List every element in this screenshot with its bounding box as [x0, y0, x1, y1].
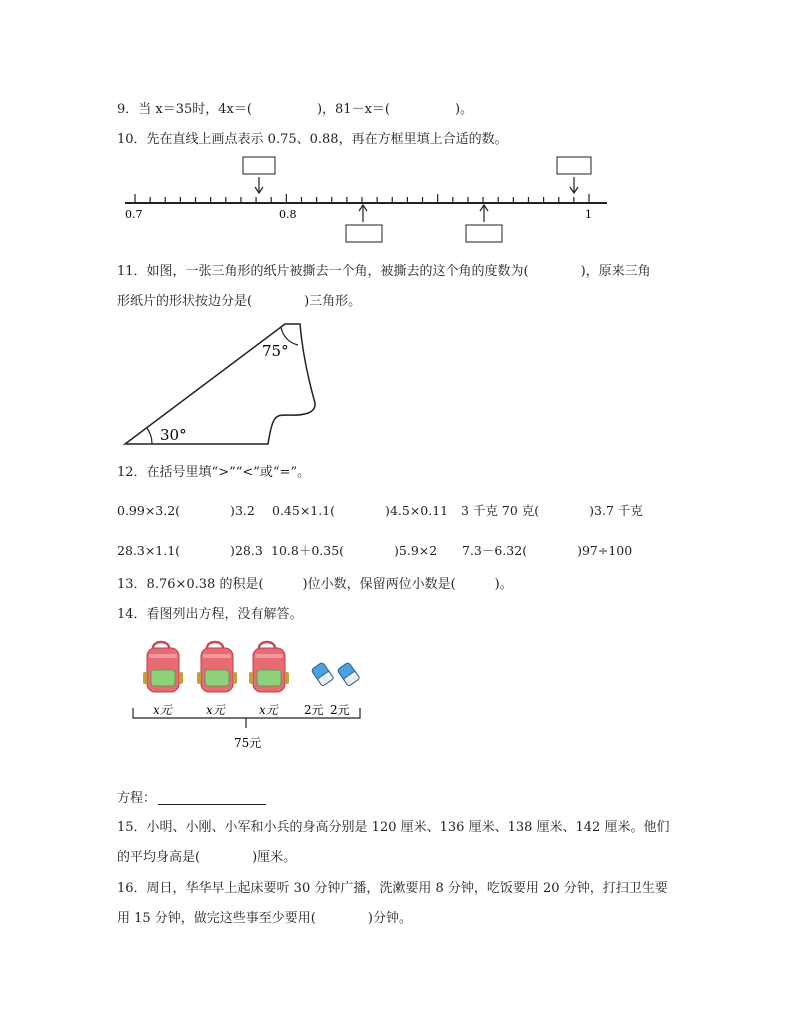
- q12-item-1: 0.99×3.2( )3.2: [117, 503, 255, 518]
- answer-box-top-right: [557, 157, 591, 174]
- question-16-line-1: 16．周日，华华早上起床要听 30 分钟广播，洗漱要用 8 分钟，吃饭要用 20 分钟，打扫卫生要: [117, 881, 668, 896]
- question-11-line-1: 11．如图，一张三角形的纸片被撕去一个角，被撕去的这个角的度数为( )，原来三角: [117, 264, 651, 279]
- question-10: 10．先在直线上画点表示 0.75、0.88，再在方框里填上合适的数。: [117, 132, 508, 147]
- backpack-icon-1: [143, 642, 183, 692]
- backpack-figure: [125, 636, 370, 756]
- label-eraser-1: 2元: [304, 703, 324, 717]
- answer-box-top-left: [243, 157, 275, 174]
- q12-item-2: 0.45×1.1( )4.5×0.11: [272, 503, 449, 518]
- label-0-7: 0.7: [125, 208, 143, 221]
- angle-75-label: 75°: [262, 342, 289, 360]
- question-15-line-2: 的平均身高是( )厘米。: [117, 850, 297, 865]
- q12-item-4: 28.3×1.1( )28.3: [117, 543, 263, 558]
- label-total: 75元: [234, 736, 262, 750]
- question-9: 9．当 x＝35时，4x＝( )，81－x＝( )。: [117, 102, 474, 117]
- question-15-line-1: 15．小明、小刚、小军和小兵的身高分别是 120 厘米、136 厘米、138 厘米、142 厘米。他们: [117, 820, 670, 835]
- backpack-icon-2: [197, 642, 237, 692]
- answer-box-bottom-left: [346, 225, 382, 242]
- question-11-line-2: 形纸片的形状按边分是( )三角形。: [117, 294, 362, 309]
- torn-triangle-figure: [120, 318, 330, 450]
- equation-answer-line: [158, 804, 266, 805]
- label-1: 1: [585, 208, 592, 221]
- label-x1: x元: [153, 703, 172, 717]
- number-line-ticks: [135, 194, 589, 203]
- number-line-figure: [115, 150, 615, 250]
- q12-item-6: 7.3－6.32( )97÷100: [462, 543, 633, 558]
- question-12: 12．在括号里填“>”“<”或“=”。: [117, 465, 311, 480]
- eraser-icon-1: [311, 662, 334, 686]
- label-x3: x元: [259, 703, 278, 717]
- label-eraser-2: 2元: [330, 703, 350, 717]
- answer-box-bottom-right: [466, 225, 502, 242]
- label-x2: x元: [206, 703, 225, 717]
- q12-item-5: 10.8＋0.35( )5.9×2: [271, 543, 438, 558]
- backpack-icon-3: [249, 642, 289, 692]
- q12-item-3: 3 千克 70 克( )3.7 千克: [461, 503, 643, 518]
- eraser-icon-2: [337, 662, 360, 686]
- angle-30-label: 30°: [160, 426, 187, 444]
- question-13: 13．8.76×0.38 的积是( )位小数，保留两位小数是( )。: [117, 577, 513, 592]
- label-0-8: 0.8: [279, 208, 297, 221]
- question-14: 14．看图列出方程，没有解答。: [117, 607, 303, 622]
- question-16-line-2: 用 15 分钟，做完这些事至少要用( )分钟。: [117, 911, 412, 926]
- equation-label: 方程：: [117, 791, 157, 806]
